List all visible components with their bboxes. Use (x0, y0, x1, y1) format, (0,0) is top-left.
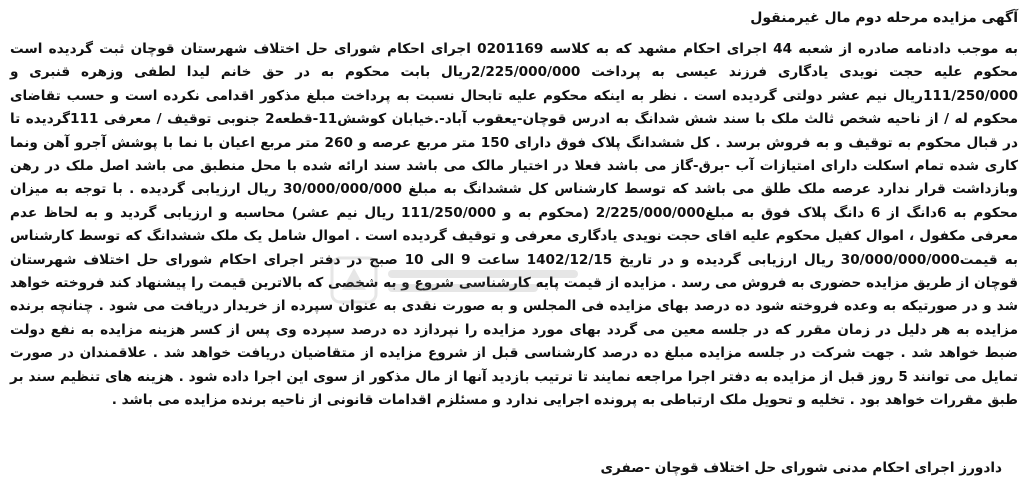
notice-title: آگهی مزایده مرحله دوم مال غیرمنقول (750, 10, 1018, 26)
notice-body: به موجب دادنامه صادره از شعبه 44 اجرای احکام مشهد که به کلاسه 0201169 اجرای احکام شورای حل اختلاف شهرستان قوچان ثبت گردیده است محکوم علیه حجت نویدی یادگاری فرزند عیسی به پرداخت 2/225/000/000ریال بابت محکوم به در حق خانم لیدا لطفی وزهره قنبری و 111/250/000ریال نیم عشر دولتی گردیده است . نظر به اینکه محکوم علیه تابحال نسبت به پرداخت مبلغ مذکور اقدامی نکرده است و حسب تقاضای محکوم له / از ناحیه شخص ثالث ملک با سند شش شدانگ به ادرس قوچان-یعقوب آباد-.خیابان کوشش11-قطعه2 جنوبی توقیف / معرفی 111گردیده تا در قبال محکوم به توقیف و به فروش برسد . کل ششدانگ پلاک فوق دارای 150 متر مربع عرصه و 260 متر مربع اعیان با نما با پوشش آجرو آهن ونما کاری شده تمام اسکلت دارای امتیازات آب -برق-گاز می باشد فعلا در اختیار مالک می باشد سند ارائه شده با محل منطبق می باشد اصل ملک در رهن وبازداشت قرار ندارد عرصه ملک طلق می باشد که توسط کارشناس کل ششدانگ به مبلغ 30/000/000/000 ریال ارزیابی گردیده . با توجه به میزان محکوم به 6دانگ از 6 دانگ پلاک فوق به مبلغ2/225/000/000 (محکوم به و 111/250/000 ریال نیم عشر) محاسبه و ارزیابی گردید و به لحاظ عدم معرفی مکفول ، اموال کفیل محکوم علیه اقای حجت نویدی یادگاری معرفی و توقیف گردیده است . اموال شامل یک ملک ششدانگ که توسط کارشناس به قیمت30/000/000/000 ریال ارزیابی گردیده و در تاریخ 1402/12/15 ساعت 9 الی 10 صبح در دفتر اجرای احکام شورای حل اختلاف شهرستان قوچان از طریق مزایده حضوری به فروش می رسد . مزایده از قیمت پایه کارشناسی شروع و به شخصی که بالاترین قیمت را پیشنهاد کند فروخته خواهد شد و در صورتیکه به وعده فروخته شود ده درصد بهای مزایده فی المجلس و به صورت نقدی به عنوان سپرده از خریدار دریافت می شود . چنانچه برنده مزایده به هر دلیل در زمان مقرر که در جلسه معین می گردد بهای مورد مزایده را نپردازد ده درصد سپرده وی پس از کسر هزینه مزایده به نفع دولت ضبط خواهد شد . جهت شرکت در جلسه مزایده مبلغ ده درصد کارشناسی قبل از شروع مزایده از متقاضیان دریافت خواهد شد . علاقمندان در صورت تمایل می توانند 5 روز قبل از مزایده به دفتر اجرا مراجعه نمایند تا ترتیب بازدید آنها از مال مذکور از سوی این اجرا داده شود . هزینه های تنظیم سند بر طبق مقررات خواهد بود . تخلیه و تحویل ملک ارتباطی به پرونده اجرایی ندارد و مسئلزم اقدامات قانونی از ناحیه برنده مزایده می باشد . (10, 41, 1019, 409)
notice-signature: دادورز اجرای احکام مدنی شورای حل اختلاف قوچان -صفری (600, 460, 1002, 476)
